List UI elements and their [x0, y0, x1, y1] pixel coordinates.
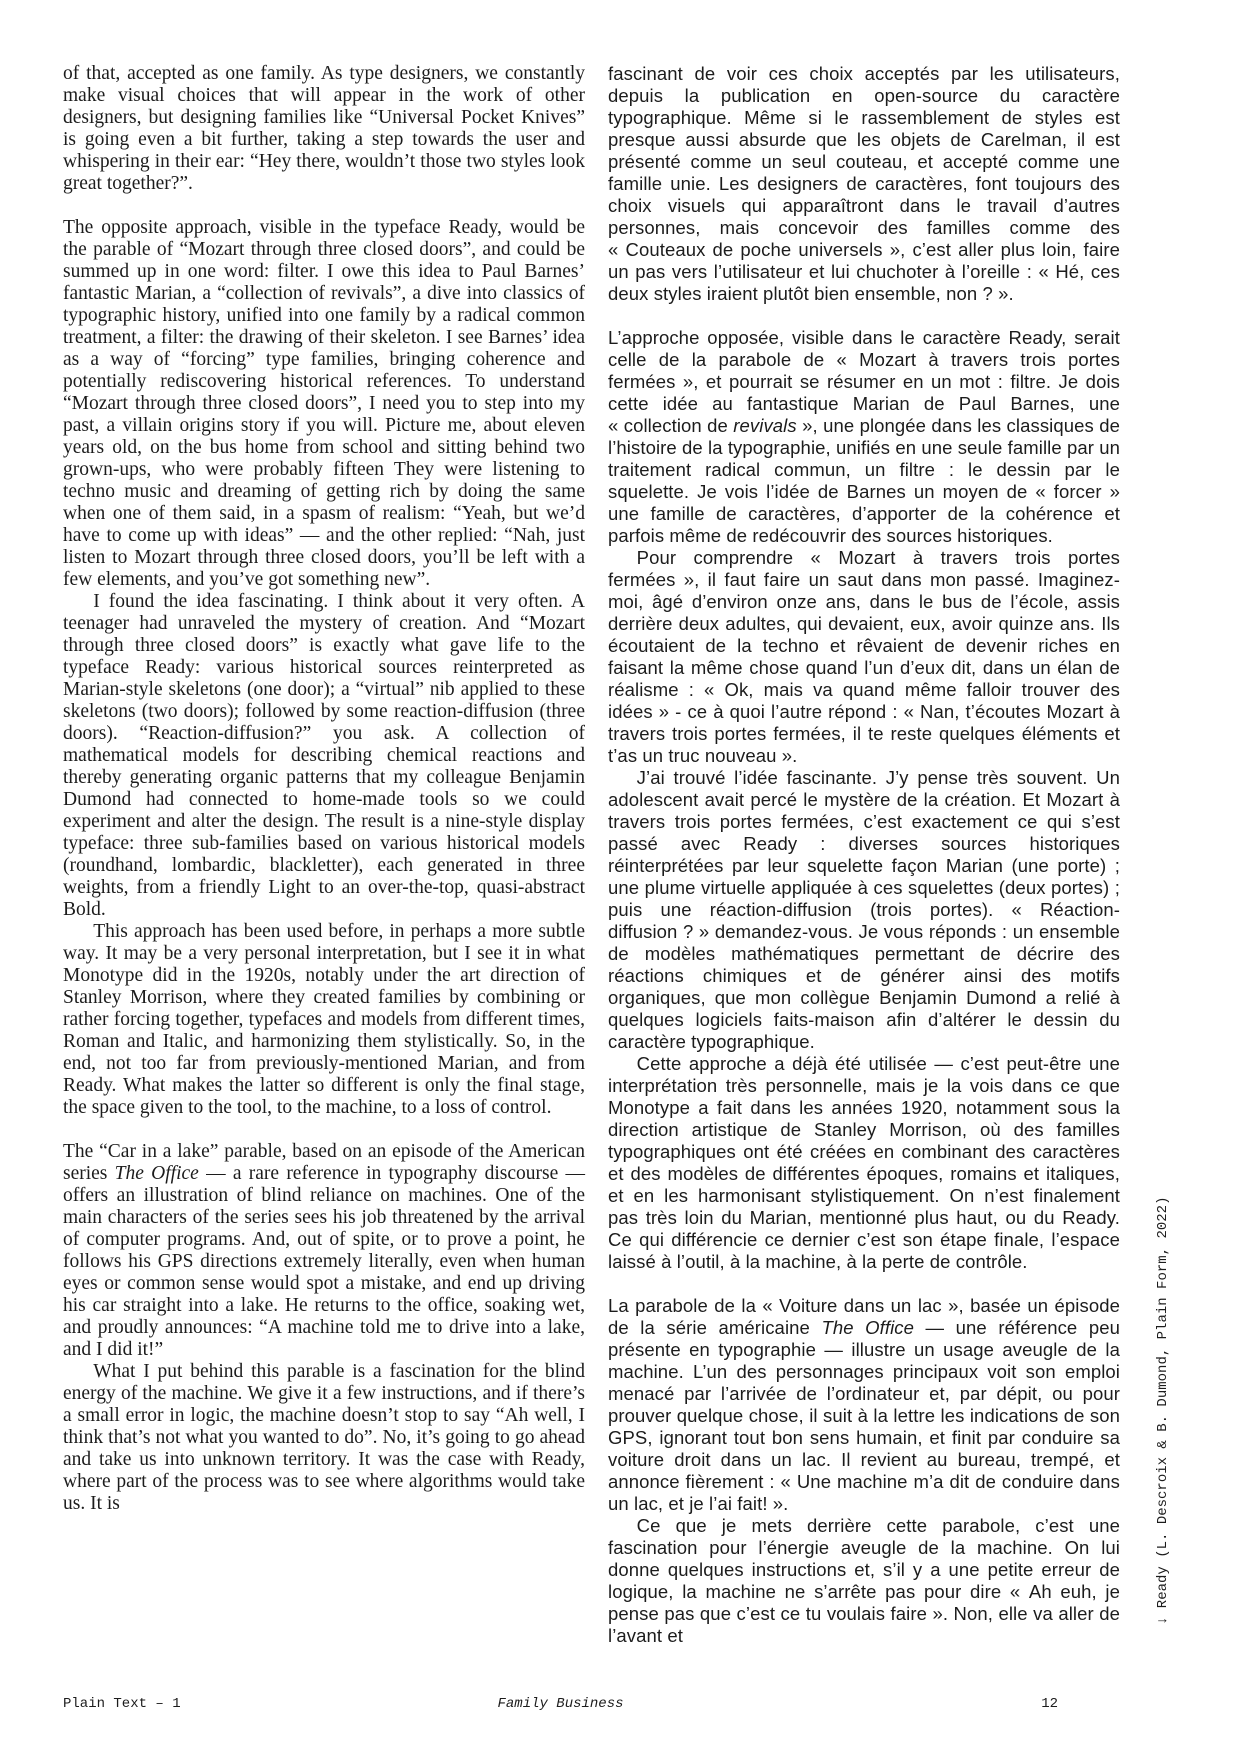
- paragraph: What I put behind this parable is a fascination for the blind energy of the machine. We give it a few instructions, and if there’s a small error in logic, the machine doesn’t stop to say “Ah well, I think that’s not what you wanted to do”. No, it’s going to go ahead and take us into unknown territory. It was the case with Ready, where part of the process was to see where algorithms would take us. It is: [63, 1361, 585, 1514]
- french-column: [608, 63, 1120, 1647]
- footer-page-number: 12: [1041, 1696, 1058, 1712]
- paragraph: Pour comprendre « Mozart à travers trois portes fermées », il faut faire un saut dans mon passé. Imaginez-moi, âgé d’environ onze ans, dans le bus de l’école, assis derrière deux adultes, qui devaient, eux, avoir quinze ans. Ils écoutaient de la techno et rêvaient de devenir riches en faisant la même chose quand l’un d’eux dit, dans un élan de réalisme : « Ok, mais va quand même falloir trouver des idées » - ce à quoi l’autre répond : « Nan, t’écoutes Mozart à travers trois portes fermées, il te reste quelques éléments et t’as un truc nouveau ».: [608, 547, 1120, 766]
- paragraph: of that, accepted as one family. As type designers, we constantly make visual choices that will appear in the work of other designers, but designing families like “Universal Pocket Knives” is going even a bit further, taking a step towards the user and whispering in their ear: “Hey there, wouldn’t those two styles look great together?”.: [63, 63, 585, 194]
- two-column-text-block: [63, 63, 1120, 1647]
- paragraph: fascinant de voir ces choix acceptés par les utilisateurs, depuis la publication en open-source du caractère typographique. Même si le rassemblement de styles est presque aussi absurde que les objets de Carelman, il est présenté comme un seul couteau, et accepté comme une famille unie. Les designers de caractères, font toujours des choix visuels qui apparaîtront dans le travail d’autres personnes, mais concevoir des familles comme des « Couteaux de poche universels », c’est aller plus loin, faire un pas vers l’utilisateur et lui chuchoter à l’oreille : « Hé, ces deux styles iraient plutôt bien ensemble, non ? ».: [608, 63, 1120, 304]
- paragraph: J’ai trouvé l’idée fascinante. J’y pense très souvent. Un adolescent avait percé le mystère de la création. Et Mozart à travers trois portes fermées, c’est exactement ce qui s’est passé avec Ready : diverses sources historiques réinterprétées par leur squelette façon Marian (une porte) ; une plume virtuelle appliquée à ces squelettes (deux portes) ; puis une réaction-diffusion (trois portes). « Réaction-diffusion ? » demandez-vous. Je vous réponds : un ensemble de modèles mathématiques permettant de décrire des réactions chimiques et de générer ainsi des motifs organiques, que mon collègue Benjamin Dumond a relié à quelques logiciels faits-maison afin d’altérer le dessin du caractère typographique.: [608, 767, 1120, 1052]
- footer-article-title: Family Business: [497, 1696, 624, 1712]
- footer-publication-title: Plain Text – 1: [63, 1696, 181, 1712]
- paragraph: The opposite approach, visible in the typeface Ready, would be the parable of “Mozart through three closed doors”, and could be summed up in one word: filter. I owe this idea to Paul Barnes’ fantastic Marian, a “collection of revivals”, a dive into classics of typographic history, unified into one family by a radical common treatment, a filter: the drawing of their skeleton. I see Barnes’ idea as a way of “forcing” type families, bringing coherence and potentially rediscovering historical references. To understand “Mozart through three closed doors”, I need you to step into my past, a villain origins story if you will. Picture me, about eleven years old, on the bus home from school and sitting behind two grown-ups, who were probably fifteen They were listening to techno music and dreaming of getting rich by doing the same when one of them said, in a spasm of realism: “Yeah, but we’d have to come up with ideas” — and the other replied: “Nah, just listen to Mozart through three closed doors, you’ll be left with a few elements, and you’ve got something new”.: [63, 217, 585, 590]
- paragraph: L’approche opposée, visible dans le caractère Ready, serait celle de la parabole de « Mozart à travers trois portes fermées », et pourrait se résumer en un mot : filtre. Je dois cette idée au fantastique Marian de Paul Barnes, une « collection de revivals », une plongée dans les classiques de l’histoire de la typographie, unifiés en une seule famille par un traitement radical commun, un filtre : le dessin par le squelette. Je vois l’idée de Barnes un moyen de « forcer » une famille de caractères, d’apporter de la cohérence et parfois même de redécouvrir des sources historiques.: [608, 327, 1120, 546]
- paragraph: La parabole de la « Voiture dans un lac », basée un épisode de la série américaine The Office — une référence peu présente en typographie — illustre un usage aveugle de la machine. L’un des personnages principaux voit son emploi menacé par l’arrivée de l’ordinateur et, par dépit, ou pour prouver quelque chose, il suit à la lettre les indications de son GPS, ignorant tout bon sens humain, et finit par conduire sa voiture droit dans un lac. Il revient au bureau, trempé, et annonce fièrement : « Une machine m’a dit de conduire dans un lac, et je l’ai fait! ».: [608, 1295, 1120, 1514]
- paragraph: The “Car in a lake” parable, based on an episode of the American series The Office — a rare reference in typography discourse — offers an illustration of blind reliance on machines. One of the main characters of the series sees his job threatened by the arrival of computer programs. And, out of spite, or to prove a point, he follows his GPS directions extremely literally, even when human eyes or common sense would spot a mistake, and end up driving his car straight into a lake. He returns to the office, soaking wet, and proudly announces: “A machine told me to drive into a lake, and I did it!”: [63, 1141, 585, 1360]
- paragraph: I found the idea fascinating. I think about it very often. A teenager had unraveled the mystery of creation. And “Mozart through three closed doors” is exactly what gave life to the typeface Ready: various historical sources reinterpreted as Marian-style skeletons (one door); a “virtual” nib applied to these skeletons (two doors); followed by some reaction-diffusion (three doors). “Reaction-diffusion?” you ask. A collection of mathematical models for describing chemical reactions and thereby generating organic patterns that my colleague Benjamin Dumond had connected to home-made tools so we could experiment and alter the design. The result is a nine-style display typeface: three sub-families based on various historical models (roundhand, lombardic, blackletter), each generated in three weights, from a friendly Light to an over-the-top, quasi-abstract Bold.: [63, 591, 585, 920]
- page-footer: [63, 1694, 1058, 1714]
- paragraph: This approach has been used before, in perhaps a more subtle way. It may be a very personal interpretation, but I see it in what Monotype did in the 1920s, notably under the art direction of Stanley Morrison, where they created families by combining or rather forcing together, typefaces and models from different times, Roman and Italic, and harmonizing them stylistically. So, in the end, not too far from previously-mentioned Marian, and from Ready. What makes the latter so different is only the final stage, the space given to the tool, to the machine, to a loss of control.: [63, 921, 585, 1118]
- margin-caption-typeface-credit: ↓ Ready (L. Descroix & B. Dumond, Plain Form, 2022): [1155, 1196, 1171, 1625]
- paragraph: Ce que je mets derrière cette parabole, c’est une fascination pour l’énergie aveugle de la machine. On lui donne quelques instructions et, s’il y a une petite erreur de logique, la machine ne s’arrête pas pour dire « Ah euh, je pense pas que c’est ce tu voulais faire ». Non, elle va aller de l’avant et: [608, 1515, 1120, 1646]
- english-column: [63, 63, 585, 1647]
- paragraph: Cette approche a déjà été utilisée — c’est peut-être une interprétation très personnelle, mais je la vois dans ce que Monotype a fait dans les années 1920, notamment sous la direction artistique de Stanley Morrison, où des familles typographiques ont été créées en combinant des caractères et des modèles de différentes époques, romains et italiques, et en les harmonisant stylistiquement. On n’est finalement pas très loin du Marian, mentionné plus haut, ou du Ready. Ce qui différencie ce dernier c’est son étape finale, l’espace laissé à l’outil, à la machine, à la perte de contrôle.: [608, 1053, 1120, 1272]
